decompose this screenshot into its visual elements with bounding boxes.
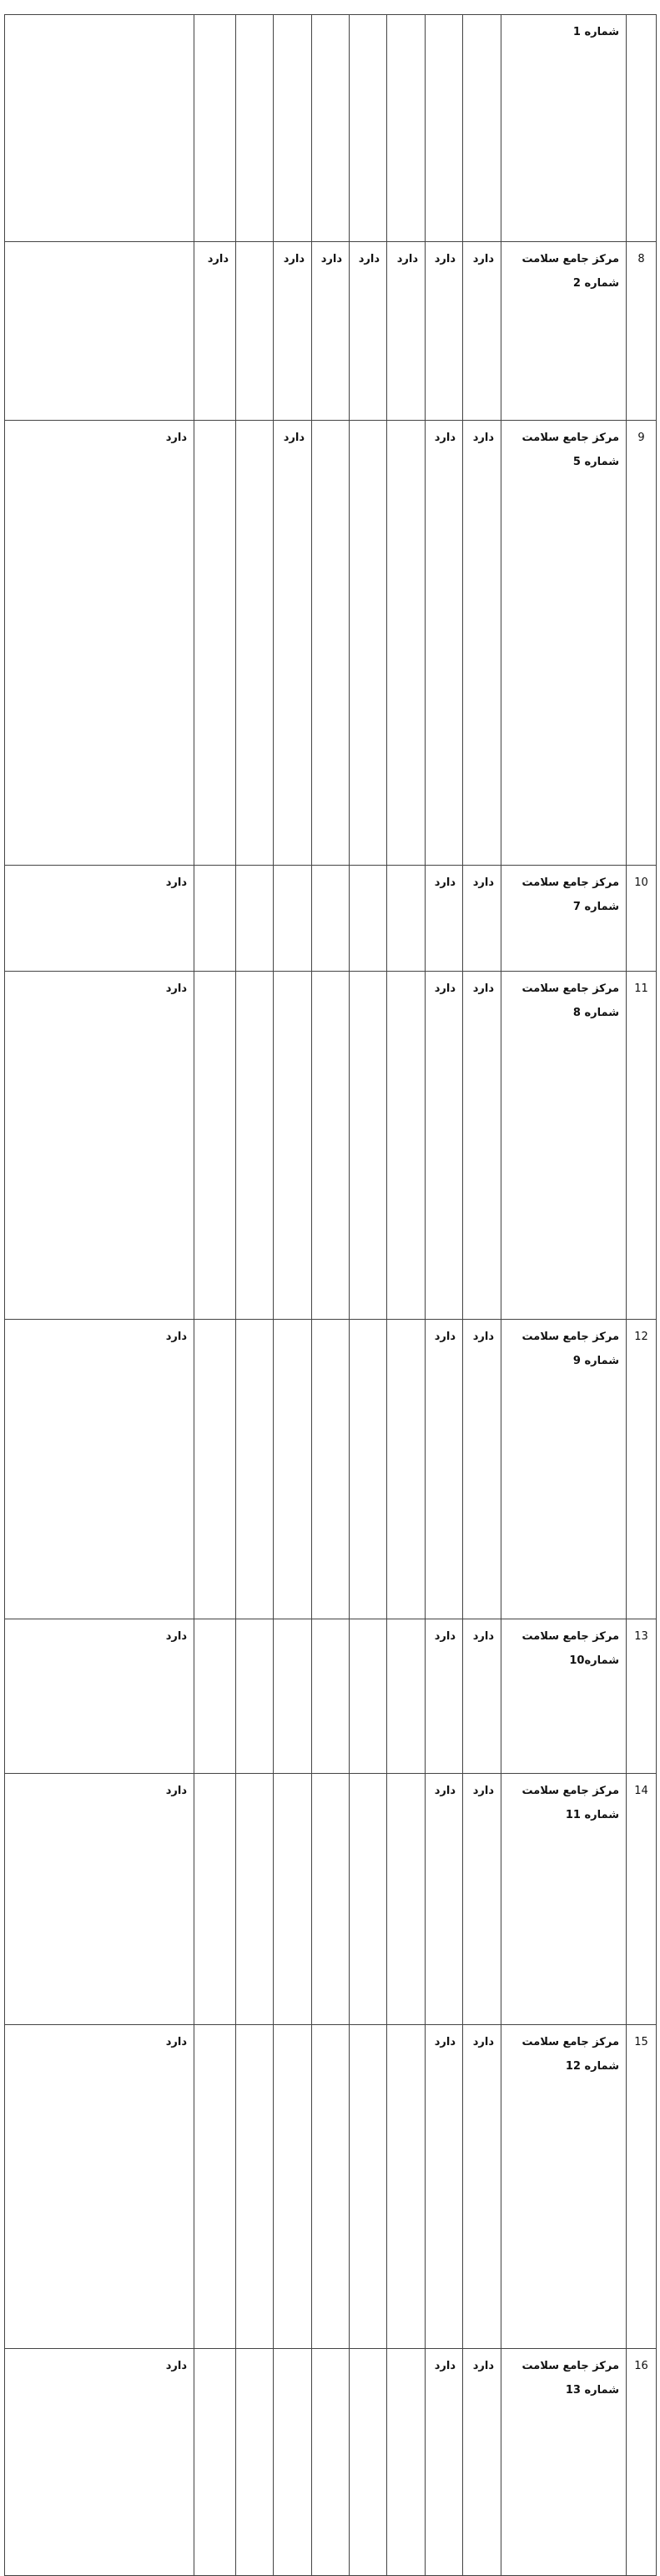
service-flag-cell xyxy=(350,2025,387,2349)
document-page xyxy=(4,14,656,2576)
service-flag-cell xyxy=(312,421,350,866)
service-flag-cell: دارد xyxy=(426,421,463,866)
service-flag-cell: دارد xyxy=(463,421,501,866)
service-flag-cell xyxy=(387,15,426,242)
service-flag-cell xyxy=(387,1320,426,1619)
service-flag-cell: دارد xyxy=(426,1774,463,2025)
table-row xyxy=(5,1774,657,2025)
service-flag-cell xyxy=(236,2349,274,2576)
center-name-cell: مرکز جامع سلامت شماره 7 xyxy=(501,866,627,972)
service-flag-cell xyxy=(274,866,312,972)
table-row xyxy=(5,421,657,866)
service-flag-cell: دارد xyxy=(5,972,194,1320)
service-flag-cell xyxy=(350,1320,387,1619)
center-name-cell: مرکز جامع سلامت شماره 13 xyxy=(501,2349,627,2576)
row-number xyxy=(627,15,657,242)
row-number: 16 xyxy=(627,2349,657,2576)
service-flag-cell xyxy=(350,866,387,972)
table-row xyxy=(5,2349,657,2576)
service-flag-cell xyxy=(194,1320,236,1619)
service-flag-cell xyxy=(194,2349,236,2576)
service-flag-cell xyxy=(387,2349,426,2576)
service-flag-cell xyxy=(312,972,350,1320)
service-flag-cell: دارد xyxy=(426,866,463,972)
center-name-cell: مرکز جامع سلامت شماره 11 xyxy=(501,1774,627,2025)
service-flag-cell: دارد xyxy=(5,866,194,972)
service-flag-cell xyxy=(236,242,274,421)
service-flag-cell xyxy=(236,1320,274,1619)
table-row xyxy=(5,866,657,972)
table-row xyxy=(5,15,657,242)
service-flag-cell xyxy=(312,1619,350,1774)
service-flag-cell xyxy=(194,866,236,972)
service-flag-cell xyxy=(236,1619,274,1774)
service-flag-cell xyxy=(312,866,350,972)
service-flag-cell xyxy=(387,866,426,972)
row-number: 13 xyxy=(627,1619,657,1774)
service-flag-cell xyxy=(5,15,194,242)
service-flag-cell xyxy=(274,972,312,1320)
service-flag-cell xyxy=(350,15,387,242)
service-flag-cell: دارد xyxy=(5,1619,194,1774)
service-flag-cell xyxy=(387,2025,426,2349)
service-flag-cell: دارد xyxy=(463,2349,501,2576)
service-flag-cell xyxy=(274,15,312,242)
service-flag-cell: دارد xyxy=(463,1320,501,1619)
service-flag-cell xyxy=(387,1774,426,2025)
service-flag-cell xyxy=(236,15,274,242)
service-flag-cell xyxy=(194,972,236,1320)
service-flag-cell xyxy=(194,1619,236,1774)
center-name-cell: شماره 1 xyxy=(501,15,627,242)
center-name-cell: مرکز جامع سلامت شماره 9 xyxy=(501,1320,627,1619)
service-flag-cell xyxy=(387,1619,426,1774)
service-flag-cell xyxy=(5,242,194,421)
row-number: 14 xyxy=(627,1774,657,2025)
row-number: 11 xyxy=(627,972,657,1320)
service-flag-cell: دارد xyxy=(5,1774,194,2025)
service-flag-cell: دارد xyxy=(5,1320,194,1619)
row-number: 12 xyxy=(627,1320,657,1619)
service-flag-cell xyxy=(312,1774,350,2025)
service-flag-cell xyxy=(387,972,426,1320)
center-name-cell: مرکز جامع سلامت شماره 2 xyxy=(501,242,627,421)
service-flag-cell: دارد xyxy=(463,1774,501,2025)
service-flag-cell xyxy=(350,1619,387,1774)
row-number: 15 xyxy=(627,2025,657,2349)
row-number: 8 xyxy=(627,242,657,421)
service-flag-cell xyxy=(194,2025,236,2349)
service-flag-cell xyxy=(274,1619,312,1774)
service-flag-cell xyxy=(274,2025,312,2349)
center-name-cell: مرکز جامع سلامت شماره 12 xyxy=(501,2025,627,2349)
table-row xyxy=(5,972,657,1320)
service-flag-cell xyxy=(426,15,463,242)
service-flag-cell: دارد xyxy=(426,242,463,421)
service-flag-cell: دارد xyxy=(463,2025,501,2349)
center-name-cell: مرکز جامع سلامت شماره 5 xyxy=(501,421,627,866)
service-flag-cell: دارد xyxy=(463,1619,501,1774)
table-row xyxy=(5,1320,657,1619)
service-flag-cell xyxy=(236,421,274,866)
service-flag-cell xyxy=(350,421,387,866)
table-row xyxy=(5,242,657,421)
service-flag-cell: دارد xyxy=(426,2349,463,2576)
center-name-cell: مرکز جامع سلامت شماره 8 xyxy=(501,972,627,1320)
service-flag-cell xyxy=(194,1774,236,2025)
service-flag-cell: دارد xyxy=(5,421,194,866)
service-flag-cell xyxy=(236,866,274,972)
service-flag-cell: دارد xyxy=(5,2025,194,2349)
service-flag-cell xyxy=(312,2349,350,2576)
service-flag-cell: دارد xyxy=(426,2025,463,2349)
service-flag-cell xyxy=(274,1320,312,1619)
table-row xyxy=(5,2025,657,2349)
service-flag-cell: دارد xyxy=(194,242,236,421)
service-flag-cell: دارد xyxy=(312,242,350,421)
center-name-cell: مرکز جامع سلامت شماره10 xyxy=(501,1619,627,1774)
service-flag-cell xyxy=(350,972,387,1320)
service-flag-cell: دارد xyxy=(387,242,426,421)
service-flag-cell xyxy=(312,15,350,242)
service-flag-cell: دارد xyxy=(274,242,312,421)
service-flag-cell: دارد xyxy=(463,242,501,421)
service-flag-cell: دارد xyxy=(274,421,312,866)
service-flag-cell xyxy=(463,15,501,242)
service-flag-cell xyxy=(350,1774,387,2025)
service-flag-cell xyxy=(236,972,274,1320)
service-flag-cell xyxy=(236,1774,274,2025)
service-flag-cell xyxy=(312,1320,350,1619)
service-flag-cell xyxy=(274,1774,312,2025)
service-flag-cell: دارد xyxy=(350,242,387,421)
row-number: 9 xyxy=(627,421,657,866)
service-flag-cell: دارد xyxy=(426,1320,463,1619)
service-flag-cell xyxy=(312,2025,350,2349)
service-flag-cell xyxy=(350,2349,387,2576)
health-centers-table xyxy=(4,14,657,2576)
service-flag-cell: دارد xyxy=(426,972,463,1320)
service-flag-cell: دارد xyxy=(463,972,501,1320)
service-flag-cell xyxy=(194,15,236,242)
service-flag-cell xyxy=(274,2349,312,2576)
service-flag-cell xyxy=(387,421,426,866)
service-flag-cell xyxy=(236,2025,274,2349)
service-flag-cell: دارد xyxy=(5,2349,194,2576)
service-flag-cell: دارد xyxy=(426,1619,463,1774)
service-flag-cell xyxy=(194,421,236,866)
table-body xyxy=(5,15,657,2576)
row-number: 10 xyxy=(627,866,657,972)
table-row xyxy=(5,1619,657,1774)
service-flag-cell: دارد xyxy=(463,866,501,972)
